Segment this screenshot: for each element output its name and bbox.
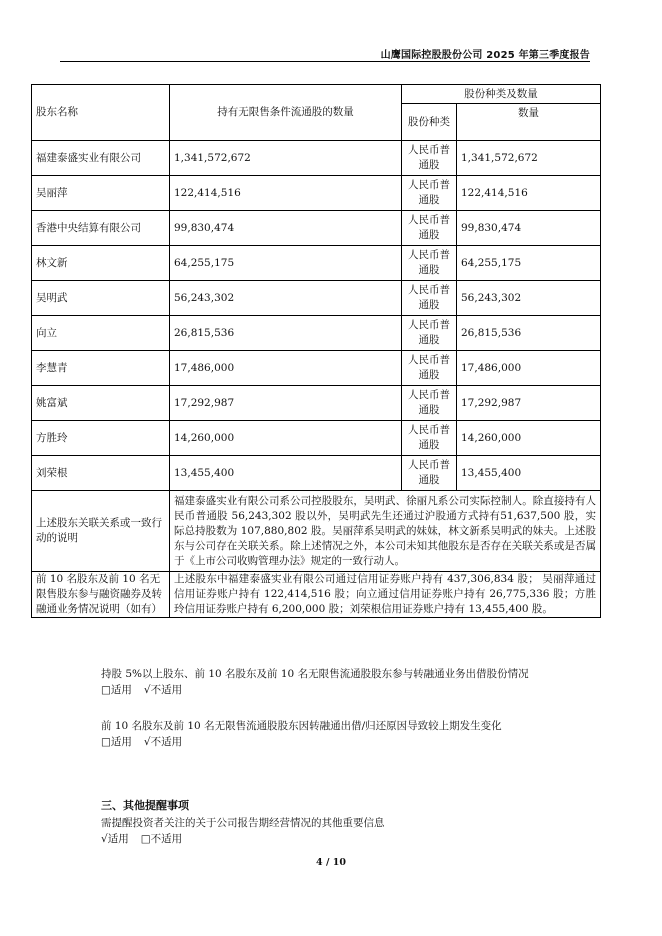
change-disclosure-text: 前 10 名股东及前 10 名无限售流通股股东因转融通出借/归还原因导致较上期发生变化 — [101, 720, 502, 732]
table-row — [32, 211, 601, 246]
other-reminders — [101, 815, 385, 847]
holder-shares: 56,243,302 — [170, 281, 402, 316]
holder-shares: 14,260,000 — [170, 421, 402, 456]
change-disclosure — [101, 718, 502, 750]
share-qty: 17,292,987 — [457, 386, 601, 421]
share-qty: 14,260,000 — [457, 421, 601, 456]
change-options — [101, 734, 502, 750]
holder-shares: 99,830,474 — [170, 211, 402, 246]
share-type: 人民币普通股 — [402, 141, 457, 176]
holder-name: 李慧青 — [32, 351, 170, 386]
holder-name: 方胜玲 — [32, 421, 170, 456]
header-type-group: 股份种类及数量 — [402, 85, 601, 104]
header-name: 股东名称 — [32, 85, 170, 141]
share-qty: 64,255,175 — [457, 246, 601, 281]
table-row — [32, 141, 601, 176]
table-row — [32, 351, 601, 386]
share-qty: 17,486,000 — [457, 351, 601, 386]
share-type: 人民币普通股 — [402, 351, 457, 386]
table-row — [32, 456, 601, 491]
holder-name: 吴丽萍 — [32, 176, 170, 211]
share-qty: 56,243,302 — [457, 281, 601, 316]
table-row — [32, 316, 601, 351]
share-qty: 1,341,572,672 — [457, 141, 601, 176]
holder-shares: 1,341,572,672 — [170, 141, 402, 176]
header-qty: 数量 — [457, 104, 601, 141]
share-qty: 26,815,536 — [457, 316, 601, 351]
table-row — [32, 281, 601, 316]
holder-name: 姚富斌 — [32, 386, 170, 421]
shareholders-table — [31, 84, 601, 618]
option-applicable: √适用 — [101, 833, 129, 845]
holder-shares: 17,292,987 — [170, 386, 402, 421]
holder-shares: 17,486,000 — [170, 351, 402, 386]
other-options — [101, 831, 385, 847]
share-type: 人民币普通股 — [402, 316, 457, 351]
margin-label: 前 10 名股东及前 10 名无限售股东参与融资融券及转融通业务情况说明（如有） — [32, 572, 170, 618]
header-shares: 持有无限售条件流通股的数量 — [170, 85, 402, 141]
holder-name: 林文新 — [32, 246, 170, 281]
share-type: 人民币普通股 — [402, 386, 457, 421]
option-applicable: □适用 — [101, 684, 132, 696]
share-qty: 99,830,474 — [457, 211, 601, 246]
other-reminders-text: 需提醒投资者关注的关于公司报告期经营情况的其他重要信息 — [101, 817, 385, 829]
header-divider — [60, 61, 590, 62]
share-type: 人民币普通股 — [402, 456, 457, 491]
option-not-applicable: □不适用 — [140, 833, 183, 845]
holder-shares: 64,255,175 — [170, 246, 402, 281]
share-type: 人民币普通股 — [402, 246, 457, 281]
option-not-applicable: √不适用 — [143, 736, 183, 748]
table-row — [32, 176, 601, 211]
share-type: 人民币普通股 — [402, 176, 457, 211]
relation-label: 上述股东关联关系或一致行动的说明 — [32, 491, 170, 572]
holder-name: 福建泰盛实业有限公司 — [32, 141, 170, 176]
holder-shares: 13,455,400 — [170, 456, 402, 491]
page-number: 4 / 10 — [316, 857, 346, 868]
option-not-applicable: √不适用 — [143, 684, 183, 696]
share-qty: 13,455,400 — [457, 456, 601, 491]
relation-text: 福建泰盛实业有限公司系公司控股股东，吴明武、徐丽凡系公司实际控制人。除直接持有人民币普通股 56,243,302 股以外，吴明武先生还通过沪股通方式持有51,637,500 股，实际总持股数为 107,880,802 股。吴丽萍系吴明武的妹妹，林文新系吴明武的妹夫。上述股东与公司存在关联关系。除上述情况之外，本公司未知其他股东是否存在关联关系或是否属于《上市公司收购管理办法》规定的一致行动人。 — [170, 491, 601, 572]
lending-options — [101, 682, 529, 698]
holder-name: 向立 — [32, 316, 170, 351]
holder-name: 刘荣根 — [32, 456, 170, 491]
holder-shares: 122,414,516 — [170, 176, 402, 211]
table-row — [32, 246, 601, 281]
holder-name: 吴明武 — [32, 281, 170, 316]
table-row — [32, 421, 601, 456]
table-row — [32, 386, 601, 421]
share-type: 人民币普通股 — [402, 211, 457, 246]
lending-disclosure-text: 持股 5%以上股东、前 10 名股东及前 10 名无限售流通股股东参与转融通业务出借股份情况 — [101, 668, 529, 680]
share-type: 人民币普通股 — [402, 281, 457, 316]
share-type: 人民币普通股 — [402, 421, 457, 456]
holder-shares: 26,815,536 — [170, 316, 402, 351]
option-applicable: □适用 — [101, 736, 132, 748]
share-qty: 122,414,516 — [457, 176, 601, 211]
report-header: 山鹰国际控股股份公司 2025 年第三季度报告 — [380, 50, 590, 61]
section-title: 三、其他提醒事项 — [101, 799, 189, 812]
header-type: 股份种类 — [402, 104, 457, 141]
holder-name: 香港中央结算有限公司 — [32, 211, 170, 246]
lending-disclosure — [101, 666, 529, 698]
margin-text: 上述股东中福建泰盛实业有限公司通过信用证券账户持有 437,306,834 股； 吴丽萍通过信用证券账户持有 122,414,516 股；向立通过信用证券账户持有 26,775,336 股；方胜玲信用证券账户持有 6,200,000 股；刘荣根信用证券账户持有 13,455,400 股。 — [170, 572, 601, 618]
